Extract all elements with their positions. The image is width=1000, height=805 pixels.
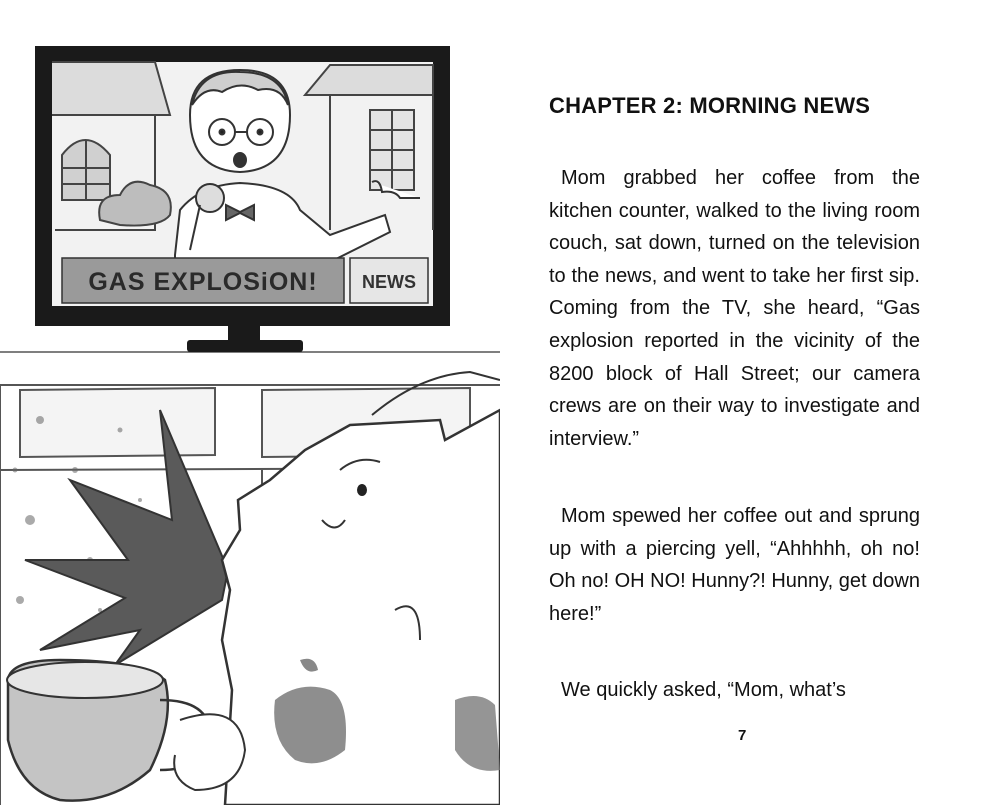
page-number: 7 bbox=[738, 727, 747, 744]
television bbox=[35, 46, 450, 352]
book-text-page bbox=[549, 0, 920, 805]
paragraph-2: Mom spewed her coffee out and sprung up with a piercing yell, “Ahhhhh, oh no! Oh no! OH NO! Hunny?! Hunny, get down here!” bbox=[549, 505, 920, 625]
tv-news-label: NEWS bbox=[362, 272, 416, 292]
paragraph-1: Mom grabbed her coffee from the kitchen counter, walked to the living room couch, sat down, turned on the television to the news, and went to take her first sip. Coming from the TV, she heard, “Gas explosion reported in the vicinity of the 8200 block of Hall Street; our camera crews are on their way to investigate and interview.” bbox=[549, 167, 920, 450]
chapter-title: CHAPTER 2: MORNING NEWS bbox=[549, 93, 871, 118]
paragraph-3: We quickly asked, “Mom, what’s bbox=[561, 679, 846, 701]
tv-stand-neck bbox=[228, 326, 260, 342]
tv-banner-text: GAS EXPLOSiON! bbox=[88, 268, 318, 296]
tv-stand-base bbox=[187, 340, 303, 352]
coffee-cup bbox=[7, 660, 245, 801]
